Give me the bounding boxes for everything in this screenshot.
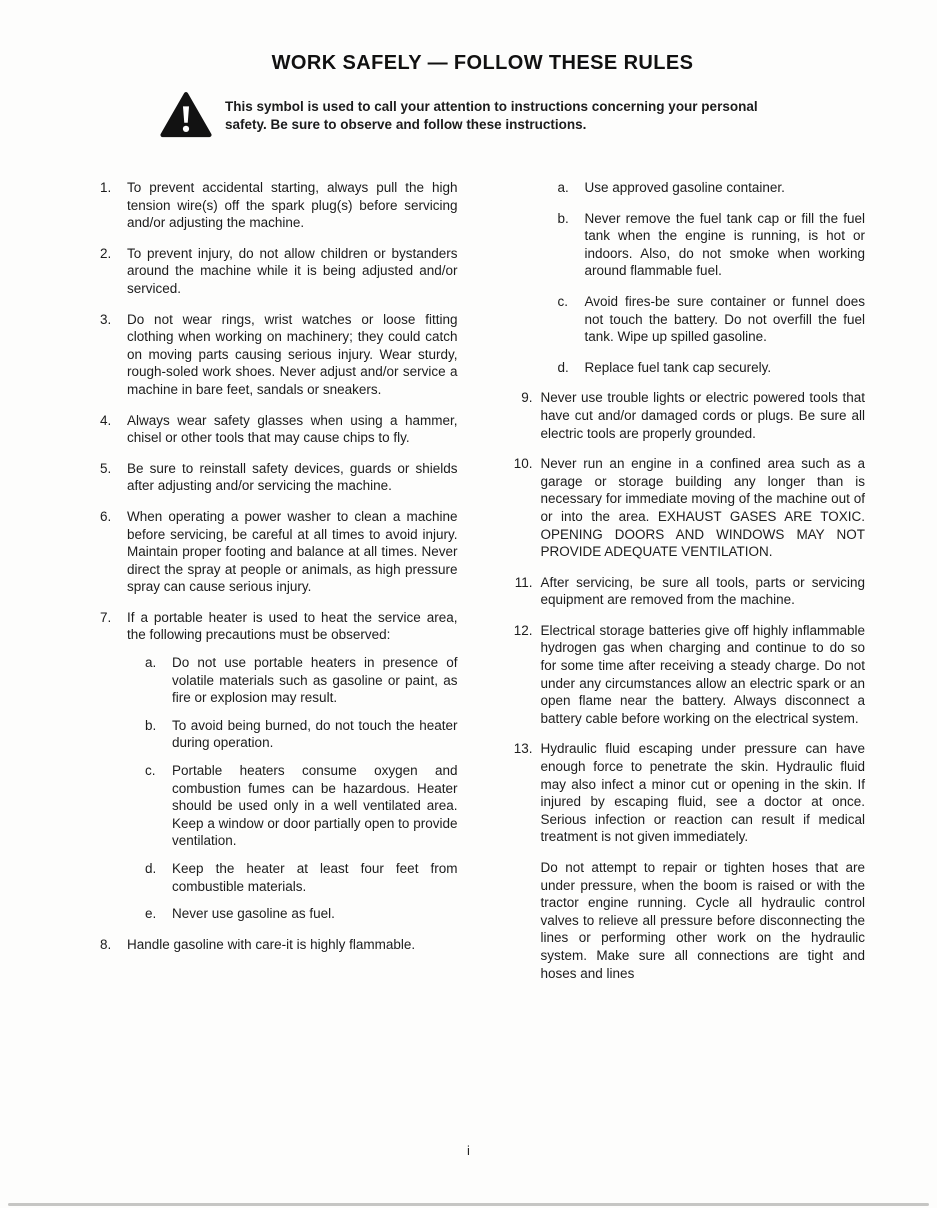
rule-text: Do not wear rings, wrist watches or loose fitting clothing when working on machinery; they could catch on moving parts causing serious injury. Wear sturdy, rough-soled work shoes. Never adjust and/or service a machine in bare feet, sandals or sneakers. (127, 311, 458, 397)
page-title: WORK SAFELY — FOLLOW THESE RULES (271, 52, 694, 74)
rule-10 (508, 455, 866, 561)
rule-body (541, 740, 866, 982)
rule-text: Always wear safety glasses when using a hammer, chisel or other tools that may cause chips to fly. (127, 412, 458, 446)
subrule-text: Do not use portable heaters in presence of volatile materials such as gasoline or paint, as fire or explosion may result. (172, 655, 458, 706)
subrule-text: Use approved gasoline container. (584, 180, 785, 195)
subrule-letter: d. (145, 861, 157, 876)
rule-7a (145, 654, 458, 707)
subrule-text: Never use gasoline as fuel. (172, 906, 335, 922)
subrule-text: Replace fuel tank cap securely. (584, 359, 772, 375)
rule-7 (100, 609, 458, 923)
rule-text: Never run an engine in a confined area such as a garage or storage building any longer than is necessary for immediate moving of the machine out of or into the area. EXHAUST GASES ARE TOXIC. OPENING DOORS AND WINDOWS MAY NOT PROVIDE ADEQUATE VENTILATION. (540, 456, 865, 560)
rule-7b (145, 717, 458, 752)
safety-notice (160, 91, 777, 139)
subrule-letter: c. (145, 763, 156, 779)
rule-2 (100, 245, 458, 298)
safety-notice-text: This symbol is used to call your attention to instructions concerning your personal safety. Be sure to observe and follow these instructions. (225, 99, 758, 132)
rule-8-subitems (558, 179, 866, 376)
rule-8d (558, 359, 866, 377)
rule-number: 3. (100, 311, 112, 327)
rule-12 (508, 622, 866, 728)
left-column (100, 179, 458, 995)
rule-number: 8. (100, 936, 112, 952)
rule-number: 11. (514, 574, 533, 590)
subrule-letter: c. (557, 293, 569, 309)
subrule-text: Portable heaters consume oxygen and combustion fumes can be hazardous. Heater should be used only in a well ventilated area. Keep a window or door partially open to provide ventilation. (172, 763, 458, 849)
rule-text: Hydraulic fluid escaping under pressure can have enough force to penetrate the skin. Hydraulic fluid may also infect a minor cut or opening in the skin. If injured by escaping fluid, see a doctor at once. Serious infection or reaction can result if medical treatment is not given immediately. (540, 741, 865, 845)
rule-text: To prevent accidental starting, always pull the high tension wire(s) off the spark plug(s) before servicing and/or adjusting the machine. (127, 180, 458, 231)
rule-8c (558, 293, 866, 346)
rule-text: After servicing, be sure all tools, parts or servicing equipment are removed from the machine. (540, 574, 865, 608)
subrule-text: Never remove the fuel tank cap or fill the fuel tank when the engine is running, is hot or indoors. Also, do not smoke when working around flammable fuel. (584, 210, 865, 279)
rule-text: Electrical storage batteries give off highly inflammable hydrogen gas when charging and continue to do so for some time after receiving a steady charge. Do not under any circumstances allow an electric spark or an open flame near the battery. Always disconnect a battery cable before working on the electrical system. (540, 622, 865, 726)
rule-text-continued: Do not attempt to repair or tighten hoses that are under pressure, when the boom is raised or with the tractor engine running. Cycle all hydraulic control valves to relieve all pressure before disconnecting the lines or performing other work on the hydraulic system. Make sure all connections are tight and hoses and lines (540, 860, 865, 981)
rule-4 (100, 412, 458, 447)
rule-number: 10. (513, 456, 533, 472)
rule-number: 6. (100, 508, 112, 524)
rule-number: 4. (100, 412, 112, 428)
subrule-letter: a. (145, 655, 157, 671)
subrule-text: Avoid fires-be sure container or funnel does not touch the battery. Do not overfill the fuel tank. Wipe up spilled gasoline. (584, 293, 865, 345)
rule-number: 1. (100, 180, 112, 195)
rule-number: 12. (513, 622, 533, 638)
subrule-text: Keep the heater at least four feet from combustible materials. (172, 861, 458, 894)
scan-edge (8, 1203, 929, 1206)
subrule-letter: a. (557, 180, 569, 195)
subrule-letter: b. (145, 717, 157, 733)
rule-5 (100, 460, 458, 495)
rule-text: Be sure to reinstall safety devices, guards or shields after adjusting and/or servicing the machine. (127, 460, 458, 494)
page-number: i (467, 1143, 470, 1158)
right-column (508, 179, 866, 995)
rule-text: When operating a power washer to clean a machine before servicing, be careful at all times to avoid injury. Maintain proper footing and balance at all times. Never direct the spray at people or animals, as high pressure spray can cause serious injury. (127, 508, 458, 595)
rule-9 (508, 389, 866, 442)
rule-11 (508, 574, 866, 609)
rule-8 (100, 936, 458, 954)
subrule-text: To avoid being burned, do not touch the heater during operation. (172, 717, 458, 751)
subrule-letter: b. (557, 210, 569, 226)
rule-number: 2. (100, 245, 112, 261)
rule-7d (145, 860, 458, 895)
rule-text: To prevent injury, do not allow children or bystanders around the machine while it is being adjusted and/or serviced. (127, 245, 458, 296)
subrule-letter: d. (557, 359, 569, 375)
rule-number: 7. (100, 609, 112, 625)
subrule-letter: e. (145, 906, 157, 922)
warning-triangle-icon (160, 91, 212, 139)
rules-columns (100, 179, 865, 995)
rule-text: Handle gasoline with care-it is highly flammable. (127, 936, 416, 952)
rule-3 (100, 311, 458, 399)
rule-body (127, 609, 458, 923)
rule-1 (100, 179, 458, 232)
rule-7e (145, 905, 458, 923)
rule-8b (558, 210, 866, 280)
rule-7c (145, 762, 458, 850)
rule-8a (558, 179, 866, 197)
rule-text: If a portable heater is used to heat the service area, the following precautions must be observed: (127, 609, 458, 643)
rule-text: Never use trouble lights or electric powered tools that have cut and/or damaged cords or plugs. Be sure all electric tools are properly grounded. (540, 390, 865, 441)
rule-13 (508, 740, 866, 982)
rule-6 (100, 508, 458, 596)
rule-number: 9. (521, 390, 533, 406)
rule-number: 13. (513, 741, 533, 757)
rule-number: 5. (100, 460, 112, 476)
